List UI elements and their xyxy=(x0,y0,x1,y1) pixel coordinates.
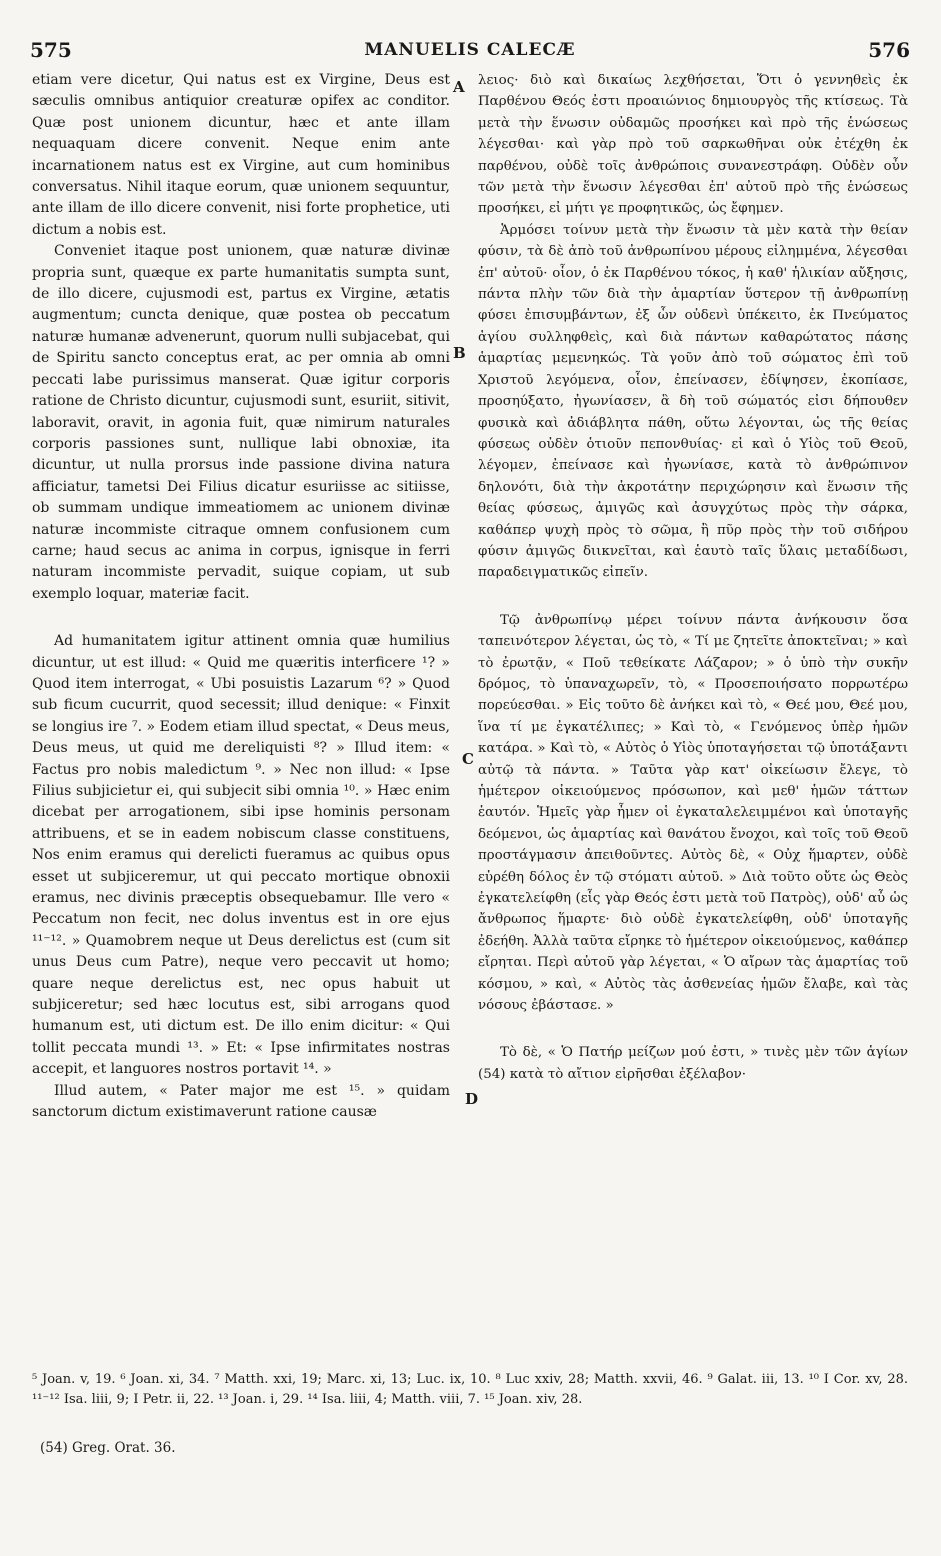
footnote-text: ⁵ Joan. v, 19. ⁶ Joan. xi, 34. ⁷ Matth. xxi, 19; Marc. xi, 13; Luc. ix, 10. ⁸ Luc xxiv, 28; Matth. xxvii, 46. ⁹ Galat. iii, 13. ¹⁰ I Cor. xv, 28. ¹¹⁻¹² Isa. liii, 9; I Petr. ii, 22. ¹³ Joan. i, 29. ¹⁴ Isa. liii, 4; Matth. viii, 7. ¹⁵ Joan. xiv, 28. xyxy=(32,1372,908,1407)
margin-mark-c: C xyxy=(462,750,474,768)
latin-paragraph: Ad humanitatem igitur attinent omnia quæ humilius dicuntur, ut est illud: « Quid me quæritis interficere ¹? » Quod item interrogat, « Ubi posuistis Lazarum ⁶? » Quod sub ficum cucurrit, quod secessit; illud denique: « Finxit se longius ire ⁷. » Eodem etiam illud spectat, « Deus meus, Deus meus, ut quid me dereliquisti ⁸? » Illud item: « Factus pro nobis maledictum ⁹. » Nec non illud: « Ipse Filius subjicietur ei, qui subjecit sibi omnia ¹⁰. » Hæc enim dicebat per arrogationem, sibi ipse hominis personam attribuens, et se in eadem nobiscum classe constituens, Nos enim eramus qui derelicti fueramus ac quibus opus esset ut subjiceremur, ut qui peccato mortique obnoxii eramus, nec divinis præceptis obsequebamur. Ille vero « Peccatum non fecit, nec dolus inventus est in ore ejus ¹¹⁻¹². » Quamobrem neque ut Deus derelictus est (cum sit unus Deus cum Patre), neque vero peccavit ut homo; quare neque derelictus est, nec opus habuit ut subjiceretur; sed hæc locutus est, sibi arrogans quod humanum est, uti dictum est. De illo enim dicitur: « Qui tollit peccata mundi ¹³. » Et: « Ipse infirmitates nostras accepit, et languores nostros portavit ¹⁴. » xyxy=(32,633,450,1078)
margin-mark-d: D xyxy=(465,1090,479,1108)
page-title: MANUELIS CALECÆ xyxy=(364,40,576,60)
page-number-right: 576 xyxy=(868,38,910,62)
greek-paragraph: Τὸ δὲ, « Ὁ Πατήρ μείζων μού ἐστι, » τινὲς μὲν τῶν ἁγίων (54) κατὰ τὸ αἴτιον εἰρῆσθαι ἐξέλαβον· xyxy=(478,1045,908,1082)
source-note: (54) Greg. Orat. 36. xyxy=(40,1440,176,1456)
latin-paragraph: Conveniet itaque post unionem, quæ naturæ divinæ propria sunt, quæque ex parte humanitatis sumpta sunt, de illo dicere, cujusmodi est, partus ex Virgine, ætatis augmentum; cuncta denique, quæ postea ob peccatum naturæ humanæ advenerunt, quorum nulli subjacebat, qui de Spiritu sancto conceptus erat, ac per omnia ab omni peccati labe purissimus manserat. Quæ igitur corporis ratione de Christo dicuntur, cujusmodi sunt, esuriit, sitivit, laboravit, oravit, in agonia fuit, quæ nimirum naturales corporis passiones sunt, nullique labi obnoxiæ, ita dicuntur, ut nulla prorsus inde passione divina natura afficiatur, tametsi Dei Filius dicatur esuriisse ac sitiisse, ob summam undique immeatiomem ac unionem divinæ naturæ incommiste citraque omnem confusionem cum carne; haud secus ac anima in corpus, ignisque in ferri naturam incommiste pervadit, suique copiam, ut sub exemplo loquar, materiæ facit. xyxy=(32,243,450,602)
greek-column xyxy=(478,70,908,1085)
margin-mark-b: B xyxy=(453,344,466,362)
greek-paragraph: Τῷ ἀνθρωπίνῳ μέρει τοίνυν πάντα ἀνήκουσιν ὅσα ταπεινότερον λέγεται, ὡς τὸ, « Τί με ζητεῖτε ἀποκτεῖναι; » καὶ τὸ ἐρωτᾷν, « Ποῦ τεθείκατε Λάζαρον; » ὁ ὑπὸ τὴν συκῆν δρόμος, τὸ ὑπαναχωρεῖν, τὸ, « Προσεποιήσατο πορρωτέρω πορεύεσθαι. » Εἰς τοῦτο δὲ ἀνήκει καὶ τὸ, « Θεέ μου, Θεέ μου, ἵνα τί με ἐγκατέλιπες; » Καὶ τὸ, « Γενόμενος ὑπὲρ ἡμῶν κατάρα. » Καὶ τὸ, « Αὐτὸς ὁ Υἱὸς ὑποταγήσεται τῷ ὑποτάξαντι αὐτῷ τὰ πάντα. » Ταῦτα γὰρ κατ' οἰκείωσιν ἔλεγε, τὸ ἡμέτερον οἰκειούμενος πρόσωπον, καὶ μεθ' ἡμῶν τάττων ἑαυτόν. Ἡμεῖς γὰρ ἦμεν οἱ ἐγκαταλελειμμένοι καὶ ὑποταγῆς δεόμενοι, ὡς ἁμαρτίας καὶ θανάτου ἔνοχοι, καὶ τοῖς τοῦ Θεοῦ προστάγμασιν ἀπειθοῦντες. Αὐτὸς δὲ, « Οὐχ ἥμαρτεν, οὐδὲ εὑρέθη δόλος ἐν τῷ στόματι αὐτοῦ. » Διὰ τοῦτο οὔτε ὡς Θεὸς ἐγκατελείφθη (εἷς γὰρ Θεός ἐστι μετὰ τοῦ Πατρὸς), οὐδ' αὖ ὡς ἄνθρωπος ἥμαρτε· διὸ οὐδὲ ἐγκατελείφθη, οὐδ' ὑποταγῆς ἐδεήθη. Ἀλλὰ ταῦτα εἴρηκε τὸ ἡμέτερον οἰκειούμενος, καθάπερ εἴρηται. Περὶ αὐτοῦ γὰρ λέγεται, « Ὁ αἴρων τὰς ἁμαρτίας τοῦ κόσμου, » καὶ, « Αὐτὸς τὰς ἀσθενείας ἡμῶν ἔλαβε, καὶ τὰς νόσους ἐβάστασε. » xyxy=(478,612,908,1014)
page-number-left: 575 xyxy=(30,38,72,62)
footnotes xyxy=(32,1370,908,1410)
running-head xyxy=(30,38,910,68)
latin-paragraph: Illud autem, « Pater major me est ¹⁵. » quidam sanctorum dictum existimaverunt ratione causæ xyxy=(32,1082,450,1121)
latin-column xyxy=(32,70,450,1124)
greek-paragraph: Ἁρμόσει τοίνυν μετὰ τὴν ἕνωσιν τὰ μὲν κατὰ τὴν θείαν φύσιν, τὰ δὲ ἀπὸ τοῦ ἀνθρωπίνου μέρους εἰλημμένα, λέγεσθαι ἐπ' αὐτοῦ· οἷον, ὁ ἐκ Παρθένου τόκος, ἡ καθ' ἡλικίαν αὔξησις, πάντα πλὴν τῶν διὰ τὴν ἁμαρτίαν ὕστερον τῇ ἀνθρωπίνῃ φύσει ἐπισυμβάντων, ἐξ ὧν οὐδενὶ ὑπέκειτο, ἐκ Πνεύματος ἁγίου συλληφθεὶς, καὶ διὰ πάντων καθαρώτατος πάσης ἁμαρτίας μεμενηκώς. Τὰ γοῦν ἀπὸ τοῦ σώματος ἐπὶ τοῦ Χριστοῦ λεγόμενα, οἷον, ἐπείνασεν, ἐδίψησεν, ἐκοπίασε, προσηύξατο, ἠγωνίασεν, ἃ δὴ τοῦ σώματός εἰσι δήπουθεν φυσικὰ καὶ ἀδιάβλητα πάθη, οὕτω λέγονται, ὡς τῆς θείας φύσεως οὐδὲν ὁτιοῦν πεπονθυίας· εἰ καὶ ὁ Υἱὸς τοῦ Θεοῦ, λέγομεν, ἐπείνασε καὶ ἠγωνίασε, κατὰ τὸ ἀνθρώπινον δηλονότι, διὰ τὴν ἀκροτάτην περιχώρησιν καὶ ἕνωσιν τῆς θείας φύσεως, ἀμιγῶς καὶ ἀσυγχύτως πρὸς τὴν σάρκα, καθάπερ ψυχὴ πρὸς τὸ σῶμα, ἢ πῦρ πρὸς τὴν τοῦ σιδήρου φύσιν ἀμιγῶς διικνεῖται, καὶ ἑαυτὸ ταῖς ὕλαις μεταδίδωσι, παραδειγματικῶς εἰπεῖν. xyxy=(478,222,908,581)
greek-paragraph: λειος· διὸ καὶ δικαίως λεχθήσεται, Ὅτι ὁ γεννηθεὶς ἐκ Παρθένου Θεός ἐστι προαιώνιος δημιουργὸς τῆς κτίσεως. Τὰ μετὰ τὴν ἕνωσιν οὐδαμῶς προσήκει καὶ πρὸ τῆς ἑνώσεως λέγεσθαι· καὶ γὰρ πρὸ τοῦ σαρκωθῆναι οὐκ ἐτέχθη ἐκ παρθένου, οὐδὲ τοῖς ἀνθρώποις συνανεστράφη. Οὐδὲν οὖν τῶν μετὰ τὴν ἕνωσιν λέγεσθαι ἐπ' αὐτοῦ πρὸ τῆς ἑνώσεως προσήκει, εἰ μήτι γε προφητικῶς, ὡς ἔφημεν. xyxy=(478,73,908,217)
latin-paragraph: etiam vere dicetur, Qui natus est ex Virgine, Deus est sæculis omnibus antiquior creaturæ opifex ac conditor. Quæ post unionem dicuntur, hæc et ante illam nequaquam dicere convenit. Neque enim ante incarnationem natus est ex Virgine, aut cum hominibus conversatus. Nihil itaque eorum, quæ unionem sequuntur, ante illam de illo dicere convenit, nisi forte prophetice, uti dictum a nobis est. xyxy=(32,72,450,238)
margin-mark-a: A xyxy=(453,78,465,96)
